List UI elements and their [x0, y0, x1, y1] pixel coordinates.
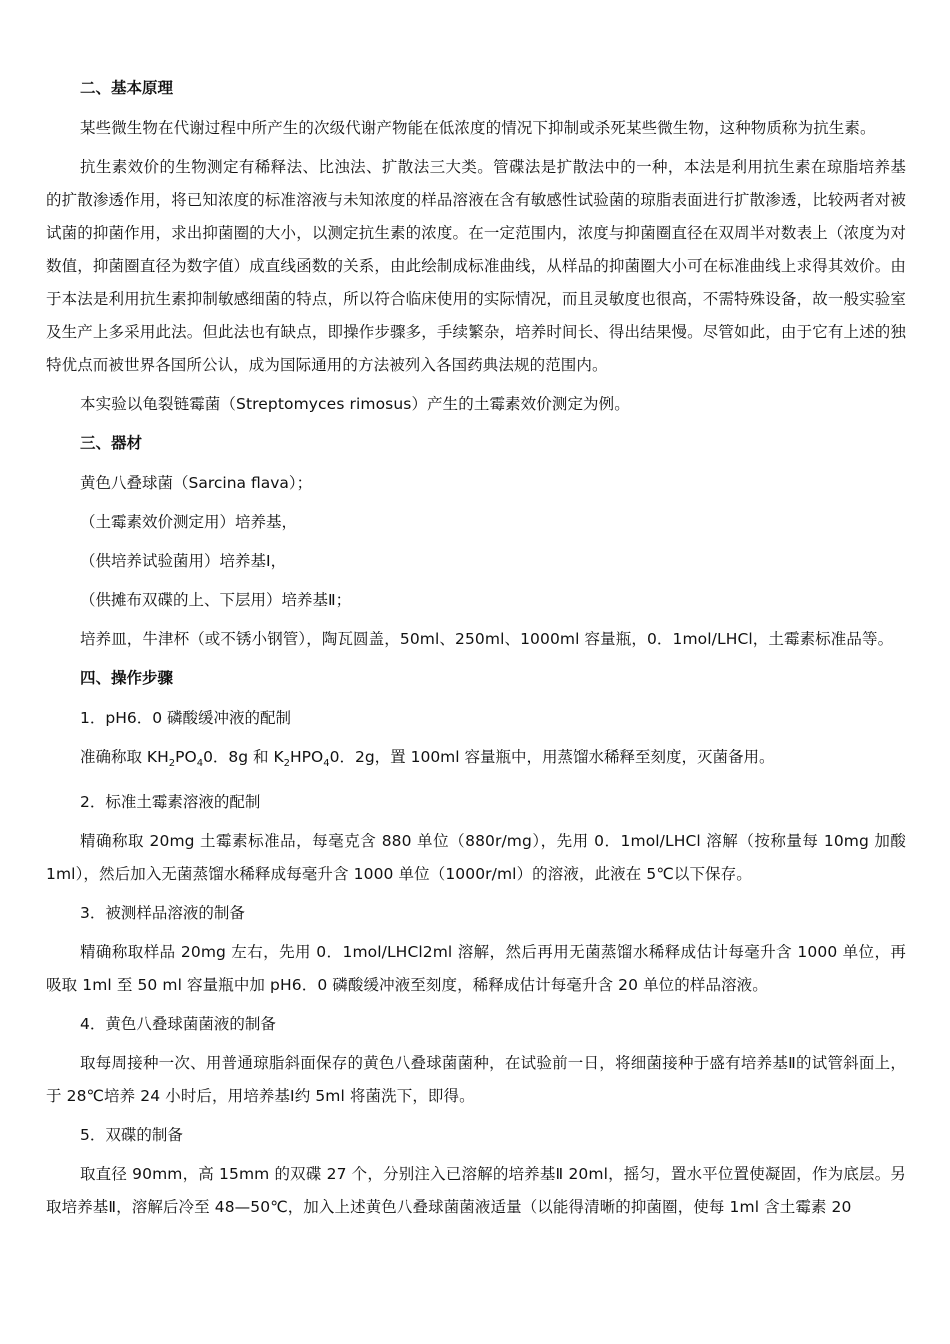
step-text: 取直径 90mm，高 15mm 的双碟 27 个，分别注入已溶解的培养基Ⅱ 20ml，摇匀，置水平位置使凝固，作为底层。另取培养基Ⅱ，溶解后冷至 48—50℃，加入上述黄色八叠球菌菌液适量（以能得清晰的抑菌圈，使每 1ml 含土霉素 20 [46, 1165, 906, 1217]
step-title: 2．标准土霉素溶液的配制 [80, 793, 261, 812]
section-heading-materials: 三、器材 [80, 434, 143, 452]
paragraph: 抗生素效价的生物测定有稀释法、比浊法、扩散法三大类。管碟法是扩散法中的一种，本法是利用抗生素在琼脂培养基的扩散渗透作用，将已知浓度的标准溶液与未知浓度的样品溶液在含有敏感性试验菌的琼脂表面进行扩散渗透，比较两者对被试菌的抑菌作用，求出抑菌圈的大小，以测定抗生素的浓度。在一定范围内，浓度与抑菌圈直径在双周半对数表上（浓度为对数值，抑菌圈直径为数字值）成直线函数的关系，由此绘制成标准曲线，从样品的抑菌圈大小可在标准曲线上求得其效价。由于本法是利用抗生素抑制敏感细菌的特点，所以符合临床使用的实际情况，而且灵敏度也很高，不需特殊设备，故一般实验室及生产上多采用此法。但此法也有缺点，即操作步骤多，手续繁杂，培养时间长、得出结果慢。尽管如此，由于它有上述的独特优点而被世界各国所公认，成为国际通用的方法被列入各国药典法规的范围内。 [46, 158, 906, 374]
material-item: 黄色八叠球菌（Sarcina flava）； [80, 474, 313, 492]
paragraph: 某些微生物在代谢过程中所产生的次级代谢产物能在低浓度的情况下抑制或杀死某些微生物，这种物质称为抗生素。 [80, 119, 876, 137]
material-item: （供培养试验菌用）培养基Ⅰ， [80, 552, 287, 570]
step-title: 5．双碟的制备 [80, 1126, 183, 1145]
material-item: （土霉素效价测定用）培养基， [80, 513, 298, 531]
step-text: 准确称取 $KH_2PO_40$．8g 和 $K_2HPO_40$．2g，置 100ml 容量瓶中，用蒸馏水稀释至刻度，灭菌备用。 [80, 748, 775, 770]
step-text: 取每周接种一次、用普通琼脂斜面保存的黄色八叠球菌菌种，在试验前一日，将细菌接种于盛有培养基Ⅱ的试管斜面上，于 28℃培养 24 小时后，用培养基Ⅰ约 5ml 将菌洗下，即得。 [46, 1054, 906, 1106]
step-title: 3．被测样品溶液的制备 [80, 904, 245, 923]
section-heading-principle: 二、基本原理 [80, 79, 174, 97]
step-text: 精确称取样品 20mg 左右，先用 0．1mol/LHCl2ml 溶解，然后再用无菌蒸馏水稀释成估计每毫升含 1000 单位，再吸取 1ml 至 50 ml 容量瓶中加 pH6．0 磷酸缓冲液至刻度，稀释成估计每毫升含 20 单位的样品溶液。 [46, 943, 906, 995]
material-item: 培养皿，牛津杯（或不锈小钢管），陶瓦圆盖，50ml、250ml、1000ml 容量瓶，0．1mol/LHCl，土霉素标准品等。 [80, 630, 894, 648]
step-title: 4．黄色八叠球菌菌液的制备 [80, 1015, 276, 1034]
section-heading-steps: 四、操作步骤 [80, 669, 174, 687]
step-title: 1．pH6．0 磷酸缓冲液的配制 [80, 709, 292, 727]
paragraph: 本实验以龟裂链霉菌（Streptomyces rimosus）产生的土霉素效价测定为例。 [80, 395, 630, 413]
material-item: （供摊布双碟的上、下层用）培养基Ⅱ； [80, 591, 352, 609]
step-text: 精确称取 20mg 土霉素标准品，每毫克含 880 单位（880r/mg），先用 0．1mol/LHCl 溶解（按称量每 10mg 加酸 1ml），然后加入无菌蒸馏水稀释成每毫升含 1000 单位（1000r/ml）的溶液，此液在 5℃以下保存。 [46, 832, 906, 884]
